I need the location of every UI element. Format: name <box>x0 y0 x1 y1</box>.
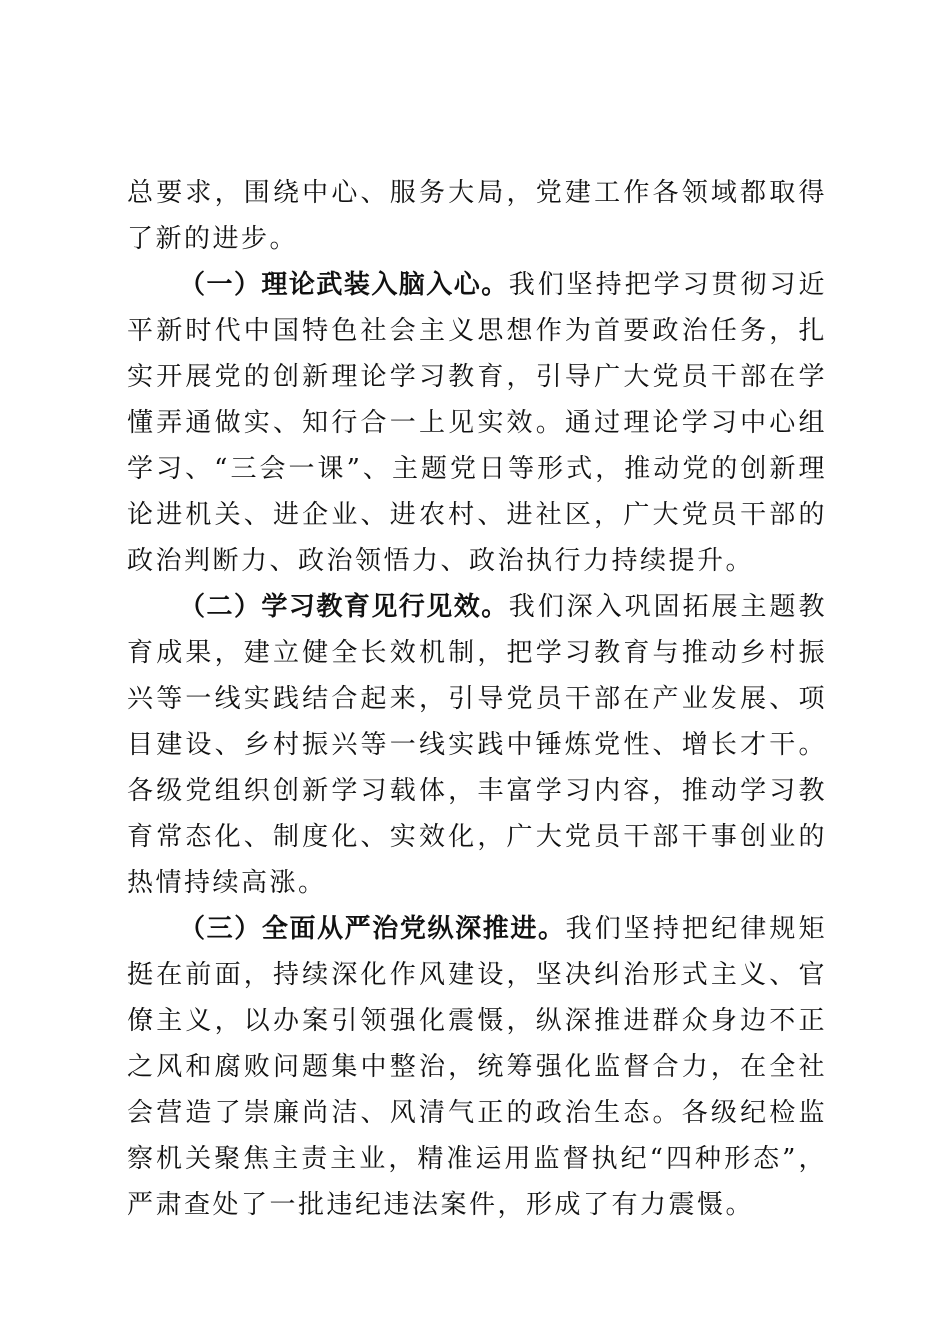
section-heading: （三）全面从严治党纵深推进。 <box>179 914 566 944</box>
paragraph-section-3 <box>127 906 827 1228</box>
paragraph-body: 我们坚持把纪律规矩挺在前面，持续深化作风建设，坚决纠治形式主义、官僚主义，以办案引领强化震慑，纵深推进群众身边不正之风和腐败问题集中整治，统筹强化监督合力，在全社会营造了崇廉尚洁、风清气正的政治生态。各级纪检监察机关聚焦主责主业，精准运用监督执纪“四种形态”，严肃查处了一批违纪违法案件，形成了有力震慑。 <box>127 914 827 1220</box>
paragraph-body: 我们坚持把学习贯彻习近平新时代中国特色社会主义思想作为首要政治任务，扎实开展党的创新理论学习教育，引导广大党员干部在学懂弄通做实、知行合一上见实效。通过理论学习中心组学习、“三会一课”、主题党日等形式，推动党的创新理论进机关、进企业、进农村、进社区，广大党员干部的政治判断力、政治领悟力、政治执行力持续提升。 <box>127 270 827 576</box>
paragraph-section-1 <box>127 262 827 584</box>
section-heading: （二）学习教育见行见效。 <box>179 592 509 622</box>
document-body <box>127 170 827 1228</box>
paragraph-body: 总要求，围绕中心、服务大局，党建工作各领域都取得了新的进步。 <box>127 178 827 254</box>
section-heading: （一）理论武装入脑入心。 <box>179 270 509 300</box>
paragraph-body: 我们深入巩固拓展主题教育成果，建立健全长效机制，把学习教育与推动乡村振兴等一线实践结合起来，引导党员干部在产业发展、项目建设、乡村振兴等一线实践中锤炼党性、增长才干。各级党组织创新学习载体，丰富学习内容，推动学习教育常态化、制度化、实效化，广大党员干部干事创业的热情持续高涨。 <box>127 592 827 898</box>
paragraph-section-2 <box>127 584 827 906</box>
paragraph-intro <box>127 170 827 262</box>
